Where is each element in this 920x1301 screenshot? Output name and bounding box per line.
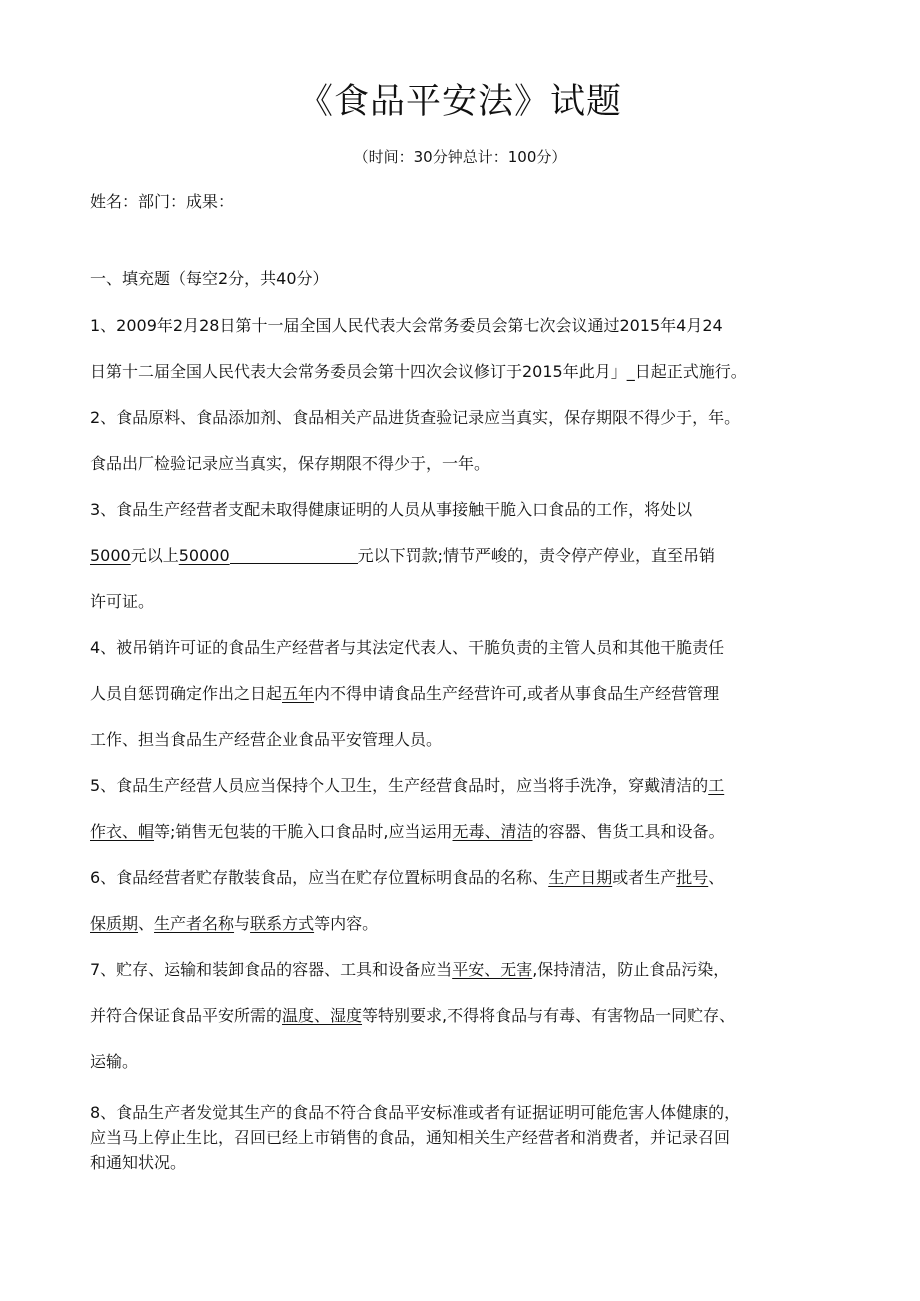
q3-answer-min-fine: 5000 bbox=[90, 546, 131, 565]
q6-answer: 生产者名称 bbox=[154, 914, 235, 933]
q5-answer: 工 bbox=[708, 776, 725, 795]
q5-text: 等;销售无包装的干脆入口食品时,应当运用 bbox=[154, 822, 453, 841]
q6-text: 等内容。 bbox=[314, 914, 379, 933]
q5-answer: 无毒、清洁 bbox=[452, 822, 533, 841]
q8-line-3: 和通知状况。 bbox=[90, 1153, 187, 1172]
q7-line-3: 运输。 bbox=[90, 1052, 139, 1071]
q7-text: 等特别要求,不得将食品与有毒、有害物品一同贮存、 bbox=[362, 1006, 736, 1025]
q5-answer: 作衣、帽 bbox=[90, 822, 155, 841]
q7-text: 并符合保证食品平安所需的 bbox=[90, 1006, 283, 1025]
q8-line-1: 8、食品生产者发觉其生产的食品不符合食品平安标准或者有证据证明可能危害人体健康的， bbox=[90, 1103, 741, 1122]
q8-line-2: 应当马上停止生比，召回已经上市销售的食品，通知相关生产经营者和消费者，并记录召回 bbox=[90, 1128, 731, 1147]
q6-text: 、 bbox=[138, 914, 155, 933]
q6-line-2 bbox=[90, 913, 378, 935]
q2-line-2: 食品出厂检验记录应当真实，保存期限不得少于，一年。 bbox=[90, 454, 491, 473]
q4-line-1: 4、被吊销许可证的食品生产经营者与其法定代表人、干脆负责的主管人员和其他干脆责任 bbox=[90, 638, 725, 657]
q3-text: 元以上 bbox=[130, 546, 179, 565]
q5-text: 5、食品生产经营人员应当保持个人卫生，生产经营食品时，应当将手洗净，穿戴清洁的 bbox=[90, 776, 709, 795]
q6-answer: 联系方式 bbox=[250, 914, 315, 933]
q5-line-1 bbox=[90, 775, 724, 797]
q4-line-3: 工作、担当食品生产经营企业食品平安管理人员。 bbox=[90, 730, 443, 749]
q1-line-1: 1、2009年2月28日第十一届全国人民代表大会常务委员会第七次会议通过2015年4月24 bbox=[90, 316, 723, 335]
q4-text: 内不得申请食品生产经营许可,或者从事食品生产经营管理 bbox=[314, 684, 720, 703]
q6-answer: 批号 bbox=[676, 868, 709, 887]
q7-line-2 bbox=[90, 1005, 735, 1027]
q7-text: ,保持清洁，防止食品污染， bbox=[532, 960, 730, 979]
q3-line-1: 3、食品生产经营者支配未取得健康证明的人员从事接触干脆入口食品的工作，将处以 bbox=[90, 500, 693, 519]
answer-blank bbox=[230, 547, 358, 564]
section-heading: 一、填充题（每空2分，共40分） bbox=[90, 269, 329, 288]
q6-answer: 保质期 bbox=[90, 914, 139, 933]
q3-text: 元以下罚款;情节严峻的，责令停产停业，直至吊销 bbox=[357, 546, 716, 565]
page-title: 《食品平安法》试题 bbox=[297, 82, 622, 122]
q5-text: 的容器、售货工具和设备。 bbox=[532, 822, 725, 841]
q7-line-1 bbox=[90, 959, 729, 981]
exam-time-note: （时间：30分钟总计：100分） bbox=[353, 148, 567, 166]
q6-line-1 bbox=[90, 867, 724, 889]
q7-answer: 温度、湿度 bbox=[282, 1006, 363, 1025]
q5-line-2 bbox=[90, 821, 725, 843]
q7-text: 7、贮存、运输和装卸食品的容器、工具和设备应当 bbox=[90, 960, 453, 979]
q6-text: 、 bbox=[708, 868, 725, 887]
q4-answer: 五年 bbox=[282, 684, 315, 703]
q2-line-1: 2、食品原料、食品添加剂、食品相关产品进货查验记录应当真实，保存期限不得少于，年。 bbox=[90, 408, 741, 427]
q4-text: 人员自惩罚确定作出之日起 bbox=[90, 684, 283, 703]
q6-text: 6、食品经营者贮存散装食品，应当在贮存位置标明食品的名称、 bbox=[90, 868, 549, 887]
info-line: 姓名：部门：成果： bbox=[90, 192, 235, 211]
q7-answer: 平安、无害 bbox=[452, 960, 533, 979]
q3-answer-max-fine: 50000 bbox=[178, 546, 230, 565]
q6-text: 或者生产 bbox=[612, 868, 677, 887]
q6-answer: 生产日期 bbox=[548, 868, 613, 887]
q1-line-2: 日第十二届全国人民代表大会常务委员会第十四次会议修订于2015年此月」_日起正式施行。 bbox=[90, 362, 747, 381]
q3-line-2 bbox=[90, 545, 715, 567]
q4-line-2 bbox=[90, 683, 719, 705]
q6-text: 与 bbox=[234, 914, 251, 933]
q3-line-3: 许可证。 bbox=[90, 592, 155, 611]
